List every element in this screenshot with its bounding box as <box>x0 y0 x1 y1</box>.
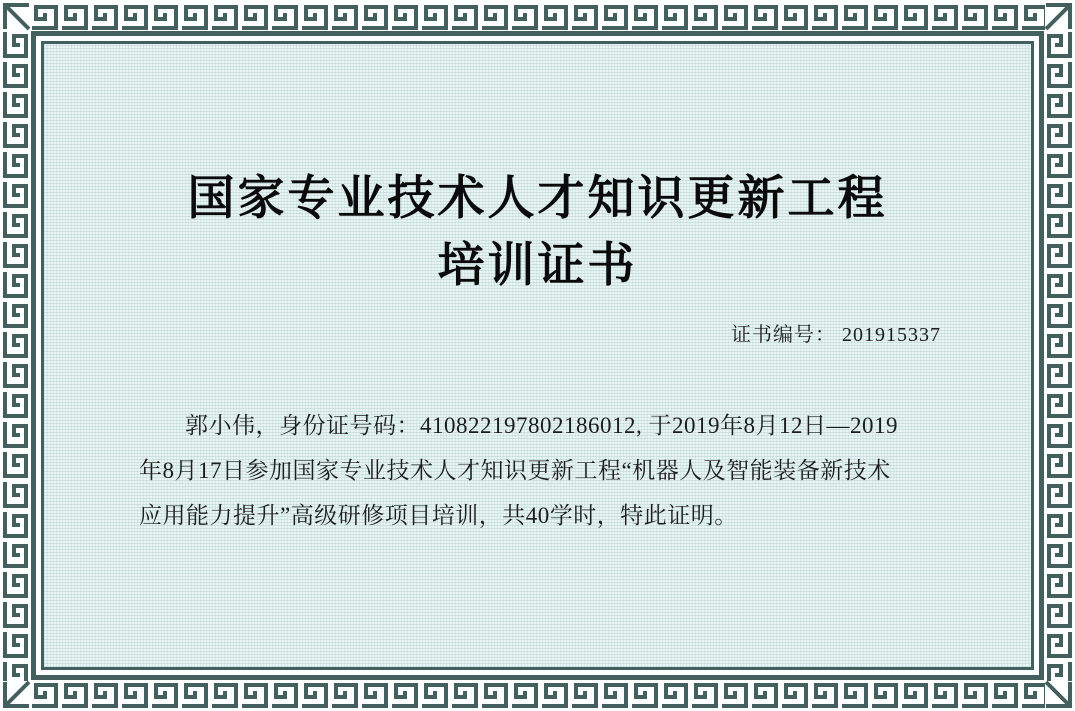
inner-frame-thin-rule <box>41 41 1034 670</box>
body-line-1: 郭小伟，身份证号码：410822197802186012, 于2019年8月12日—2019 <box>185 413 898 438</box>
border-strip-right <box>1045 30 1072 681</box>
certificate-content <box>88 88 987 623</box>
serial-number-label: 证书编号： <box>731 324 836 346</box>
border-corner-bottom-right <box>1046 682 1070 706</box>
certificate-title-line-2: 培训证书 <box>437 238 638 291</box>
border-strip-bottom <box>30 681 1045 708</box>
border-strip-top <box>30 3 1045 30</box>
border-corner-top-left <box>5 5 29 29</box>
border-corner-top-right <box>1046 5 1070 29</box>
serial-number-row <box>731 318 941 347</box>
certificate-title-line-1: 国家专业技术人才知识更新工程 <box>187 171 888 224</box>
border-corner-bottom-left <box>5 682 29 706</box>
certificate-title <box>88 164 987 298</box>
border-strip-left <box>3 30 30 681</box>
body-line-2: 年8月17日参加国家专业技术人才知识更新工程“机器人及智能装备新技术 <box>139 458 891 483</box>
serial-number-value: 201915337 <box>842 324 941 346</box>
certificate-body <box>139 403 947 538</box>
body-line-3: 应用能力提升”高级研修项目培训，共40学时，特此证明。 <box>139 503 738 528</box>
